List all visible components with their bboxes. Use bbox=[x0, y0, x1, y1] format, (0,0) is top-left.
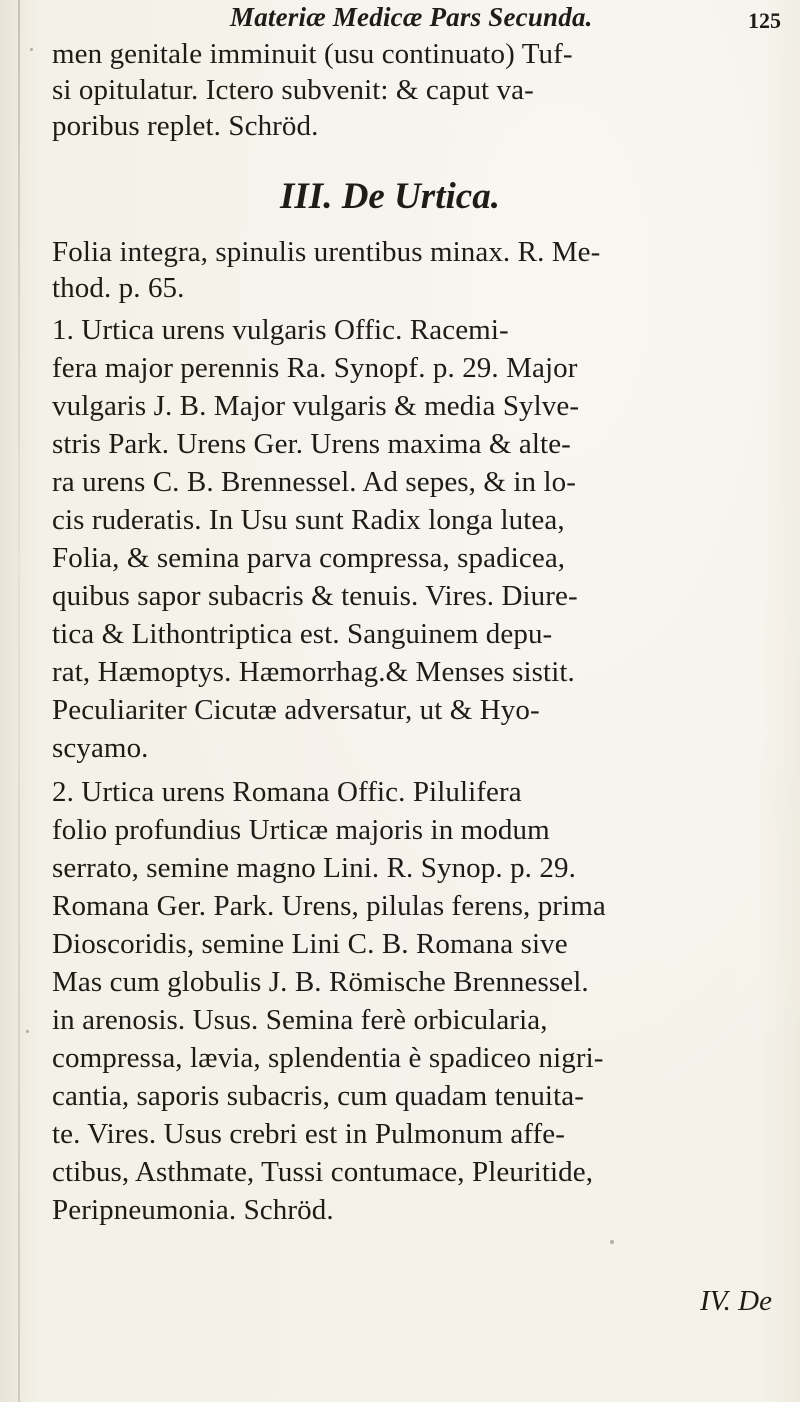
text-line: cantia, saporis subacris, cum quadam tenuita- bbox=[52, 1080, 584, 1112]
paper-speck bbox=[30, 48, 33, 51]
text-line: ctibus, Asthmate, Tussi contumace, Pleuritide, bbox=[52, 1156, 594, 1188]
text-line: quibus sapor subacris & tenuis. Vires. Diure- bbox=[52, 580, 578, 612]
paper-speck bbox=[610, 1240, 614, 1244]
text-line: te. Vires. Usus crebri est in Pulmonum affe- bbox=[52, 1118, 566, 1150]
page-number: 125 bbox=[748, 8, 781, 33]
text-line: ra urens C. B. Brennessel. Ad sepes, & in lo- bbox=[52, 466, 577, 498]
text-line: Folia integra, spinulis urentibus minax. R. Me- bbox=[52, 236, 601, 268]
text-line: Romana Ger. Park. Urens, pilulas ferens, prima bbox=[52, 890, 606, 922]
catchword: IV. De bbox=[700, 1285, 772, 1317]
text-line: serrato, semine magno Lini. R. Synop. p. 29. bbox=[52, 852, 576, 884]
text-line: folio profundius Urticæ majoris in modum bbox=[52, 814, 550, 846]
text-line: fera major perennis Ra. Synopf. p. 29. Major bbox=[52, 352, 578, 384]
text-line: Folia, & semina parva compressa, spadicea, bbox=[52, 542, 566, 574]
text-line: tica & Lithontriptica est. Sanguinem depu- bbox=[52, 618, 553, 650]
text-line: thod. p. 65. bbox=[52, 272, 185, 304]
section-heading: III. De Urtica. bbox=[280, 176, 500, 217]
text-line: compressa, lævia, splendentia è spadiceo nigri- bbox=[52, 1042, 604, 1074]
running-head bbox=[0, 0, 800, 34]
paper-speck bbox=[26, 1030, 29, 1033]
text-line: in arenosis. Usus. Semina ferè orbicularia, bbox=[52, 1004, 548, 1036]
running-title: Materiæ Medicæ Pars Secunda. bbox=[230, 2, 593, 32]
text-line: Peripneumonia. Schröd. bbox=[52, 1194, 334, 1226]
text-line: 2. Urtica urens Romana Offic. Pilulifera bbox=[52, 776, 522, 808]
binding-gutter bbox=[18, 0, 20, 1402]
text-line: men genitale imminuit (usu continuato) Tuf- bbox=[52, 38, 573, 70]
text-line: poribus replet. Schröd. bbox=[52, 110, 319, 142]
text-line: 1. Urtica urens vulgaris Offic. Racemi- bbox=[52, 314, 509, 346]
text-line: stris Park. Urens Ger. Urens maxima & alte- bbox=[52, 428, 571, 460]
text-line: rat, Hæmoptys. Hæmorrhag.& Menses sistit. bbox=[52, 656, 575, 688]
text-line: si opitulatur. Ictero subvenit: & caput va- bbox=[52, 74, 534, 106]
text-line: Peculiariter Cicutæ adversatur, ut & Hyo- bbox=[52, 694, 540, 726]
text-line: cis ruderatis. In Usu sunt Radix longa lutea, bbox=[52, 504, 565, 536]
text-line: Dioscoridis, semine Lini C. B. Romana sive bbox=[52, 928, 568, 960]
text-line: Mas cum globulis J. B. Römische Brennessel. bbox=[52, 966, 589, 998]
text-line: scyamo. bbox=[52, 732, 149, 764]
text-line: vulgaris J. B. Major vulgaris & media Sylve- bbox=[52, 390, 580, 422]
